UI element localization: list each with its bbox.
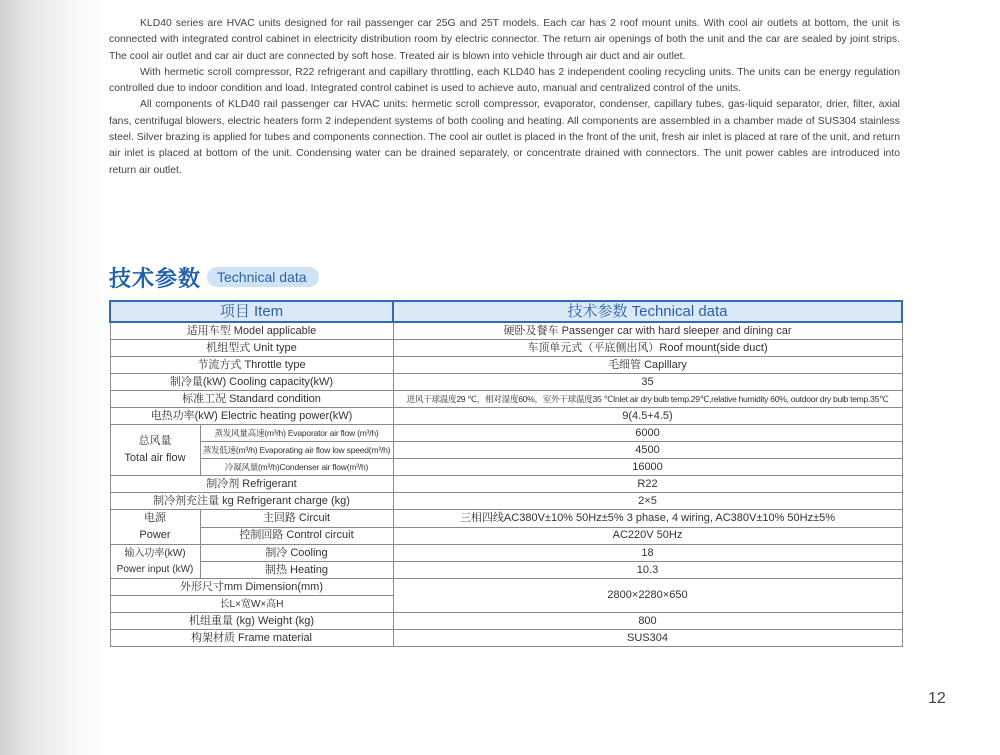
header-technical-data: 技术参数 Technical data	[393, 301, 902, 322]
row-label: 构架材质 Frame material	[110, 630, 393, 647]
table-row	[110, 391, 902, 408]
section-heading	[109, 262, 319, 292]
row-value: 毛细管 Capillary	[393, 357, 902, 374]
row-label: 机组型式 Unit type	[110, 340, 393, 357]
row-label: 冷凝风量(m³/h)Condenser air flow(m³/h)	[200, 459, 393, 476]
row-value: 9(4.5+4.5)	[393, 408, 902, 425]
row-label: 机组重量 (kg) Weight (kg)	[110, 613, 393, 630]
row-value: 800	[393, 613, 902, 630]
power-group-label	[110, 510, 200, 545]
table-row	[110, 579, 902, 596]
table-row	[110, 459, 902, 476]
table-row	[110, 408, 902, 425]
row-label: 节流方式 Throttle type	[110, 357, 393, 374]
table-row	[110, 613, 902, 630]
airflow-label-zh: 总风量	[138, 435, 172, 447]
row-label: 主回路 Circuit	[200, 510, 393, 528]
section-title-en-badge: Technical data	[207, 267, 319, 287]
table-row	[110, 562, 902, 579]
airflow-label-en: Total air flow	[124, 452, 186, 464]
intro-paragraph-2: With hermetic scroll compressor, R22 refrigerant and capillary throttling, each KLD40 has 2 independent cooling recycling units. The units can be energy regulation controlled due to indoor condition and load. Integrated control cabinet is used to achieve auto, manual and centralized control of the units.	[109, 66, 900, 95]
input-power-group-label	[110, 545, 200, 579]
header-item: 项目 Item	[110, 301, 393, 322]
row-value: 2×5	[393, 493, 902, 510]
table-row	[110, 493, 902, 510]
row-value: 4500	[393, 442, 902, 459]
row-value: 6000	[393, 425, 902, 442]
table-row	[110, 527, 902, 545]
table-row	[110, 374, 902, 391]
row-value: 35	[393, 374, 902, 391]
table-row	[110, 510, 902, 528]
row-label: 制冷量(kW) Cooling capacity(kW)	[110, 374, 393, 391]
row-value: 硬卧及餐车 Passenger car with hard sleeper and dining car	[393, 322, 902, 340]
row-label: 控制回路 Control circuit	[200, 527, 393, 545]
intro-text	[109, 16, 900, 179]
row-label: 长L×宽W×高H	[110, 596, 393, 613]
section-title-zh: 技术参数	[109, 266, 202, 292]
airflow-group-label	[110, 425, 200, 476]
table-row	[110, 340, 902, 357]
row-value: 车顶单元式（平底侧出风）Roof mount(side duct)	[393, 340, 902, 357]
row-value: 18	[393, 545, 902, 562]
power-label-en: Power	[139, 529, 171, 541]
row-value: 10.3	[393, 562, 902, 579]
row-value: AC220V 50Hz	[393, 527, 902, 545]
table-row	[110, 357, 902, 374]
table-header-row	[110, 301, 902, 322]
row-value: 进风干球温度29 ℃，相对湿度60%，室外干球温度35 ℃Inlet air dry bulb temp.29℃,relative humidity 60%, outdoor dry bulb temp.35℃	[393, 391, 902, 408]
input-power-label-en: Power input (kW)	[116, 563, 194, 575]
power-label-zh: 电源	[144, 512, 166, 524]
row-value: 2800×2280×650	[393, 579, 902, 613]
table-row	[110, 442, 902, 459]
table-row	[110, 322, 902, 340]
intro-paragraph-1: KLD40 series are HVAC units designed for rail passenger car 25G and 25T models. Each car has 2 roof mount units. With cool air outlets at bottom, the unit is connected with integrated control cabinet in electricity distribution room by electric connector. The return air openings of both the unit and the car are sealed by joint strips. The cool air outlet and car air duct are connected by soft hose. Treated air is blown into vehicle through air duct and air outlet.	[109, 18, 900, 62]
row-label: 蒸发风量高速(m³/h) Evaporator air flow (m³/h)	[200, 425, 393, 442]
row-label: 适用车型 Model applicable	[110, 322, 393, 340]
row-label: 制冷剂 Refrigerant	[110, 476, 393, 493]
technical-data-table	[109, 300, 903, 647]
intro-paragraph-3: All components of KLD40 rail passenger car HVAC units: hermetic scroll compressor, evaporator, condenser, capillary tubes, gas-liquid separator, drier, filter, axial fans, centrifugal blowers, electric heaters form 2 independent systems of both cooling and heating. All components are assembled in a chamber made of SUS304 stainless steel. Silver brazing is applied for tubes and components connection. The cool air outlet is placed in the front of the unit, fresh air inlet is placed at rare of the unit, and return air inlet is placed at bottom of the unit. Condensing water can be drained separately, or concentrate drained with connectors. The unit power cables are introduced into return air outlet.	[109, 99, 900, 176]
row-value: SUS304	[393, 630, 902, 647]
row-value: 三相四线AC380V±10% 50Hz±5% 3 phase, 4 wiring, AC380V±10% 50Hz±5%	[393, 510, 902, 528]
row-label: 制热 Heating	[200, 562, 393, 579]
table-row	[110, 630, 902, 647]
row-label: 制冷剂充注量 kg Refrigerant charge (kg)	[110, 493, 393, 510]
row-label: 蒸发低速(m³/h) Evaporating air flow low speed(m³/h)	[200, 442, 393, 459]
row-label: 外形尺寸mm Dimension(mm)	[110, 579, 393, 596]
row-label: 标准工况 Standard condition	[110, 391, 393, 408]
row-value: R22	[393, 476, 902, 493]
row-label: 电热功率(kW) Electric heating power(kW)	[110, 408, 393, 425]
input-power-label-zh: 输入功率(kW)	[124, 547, 186, 559]
table-row	[110, 476, 902, 493]
row-label: 制冷 Cooling	[200, 545, 393, 562]
table-row	[110, 545, 902, 562]
row-value: 16000	[393, 459, 902, 476]
table-row	[110, 425, 902, 442]
page-number: 12	[928, 690, 946, 707]
